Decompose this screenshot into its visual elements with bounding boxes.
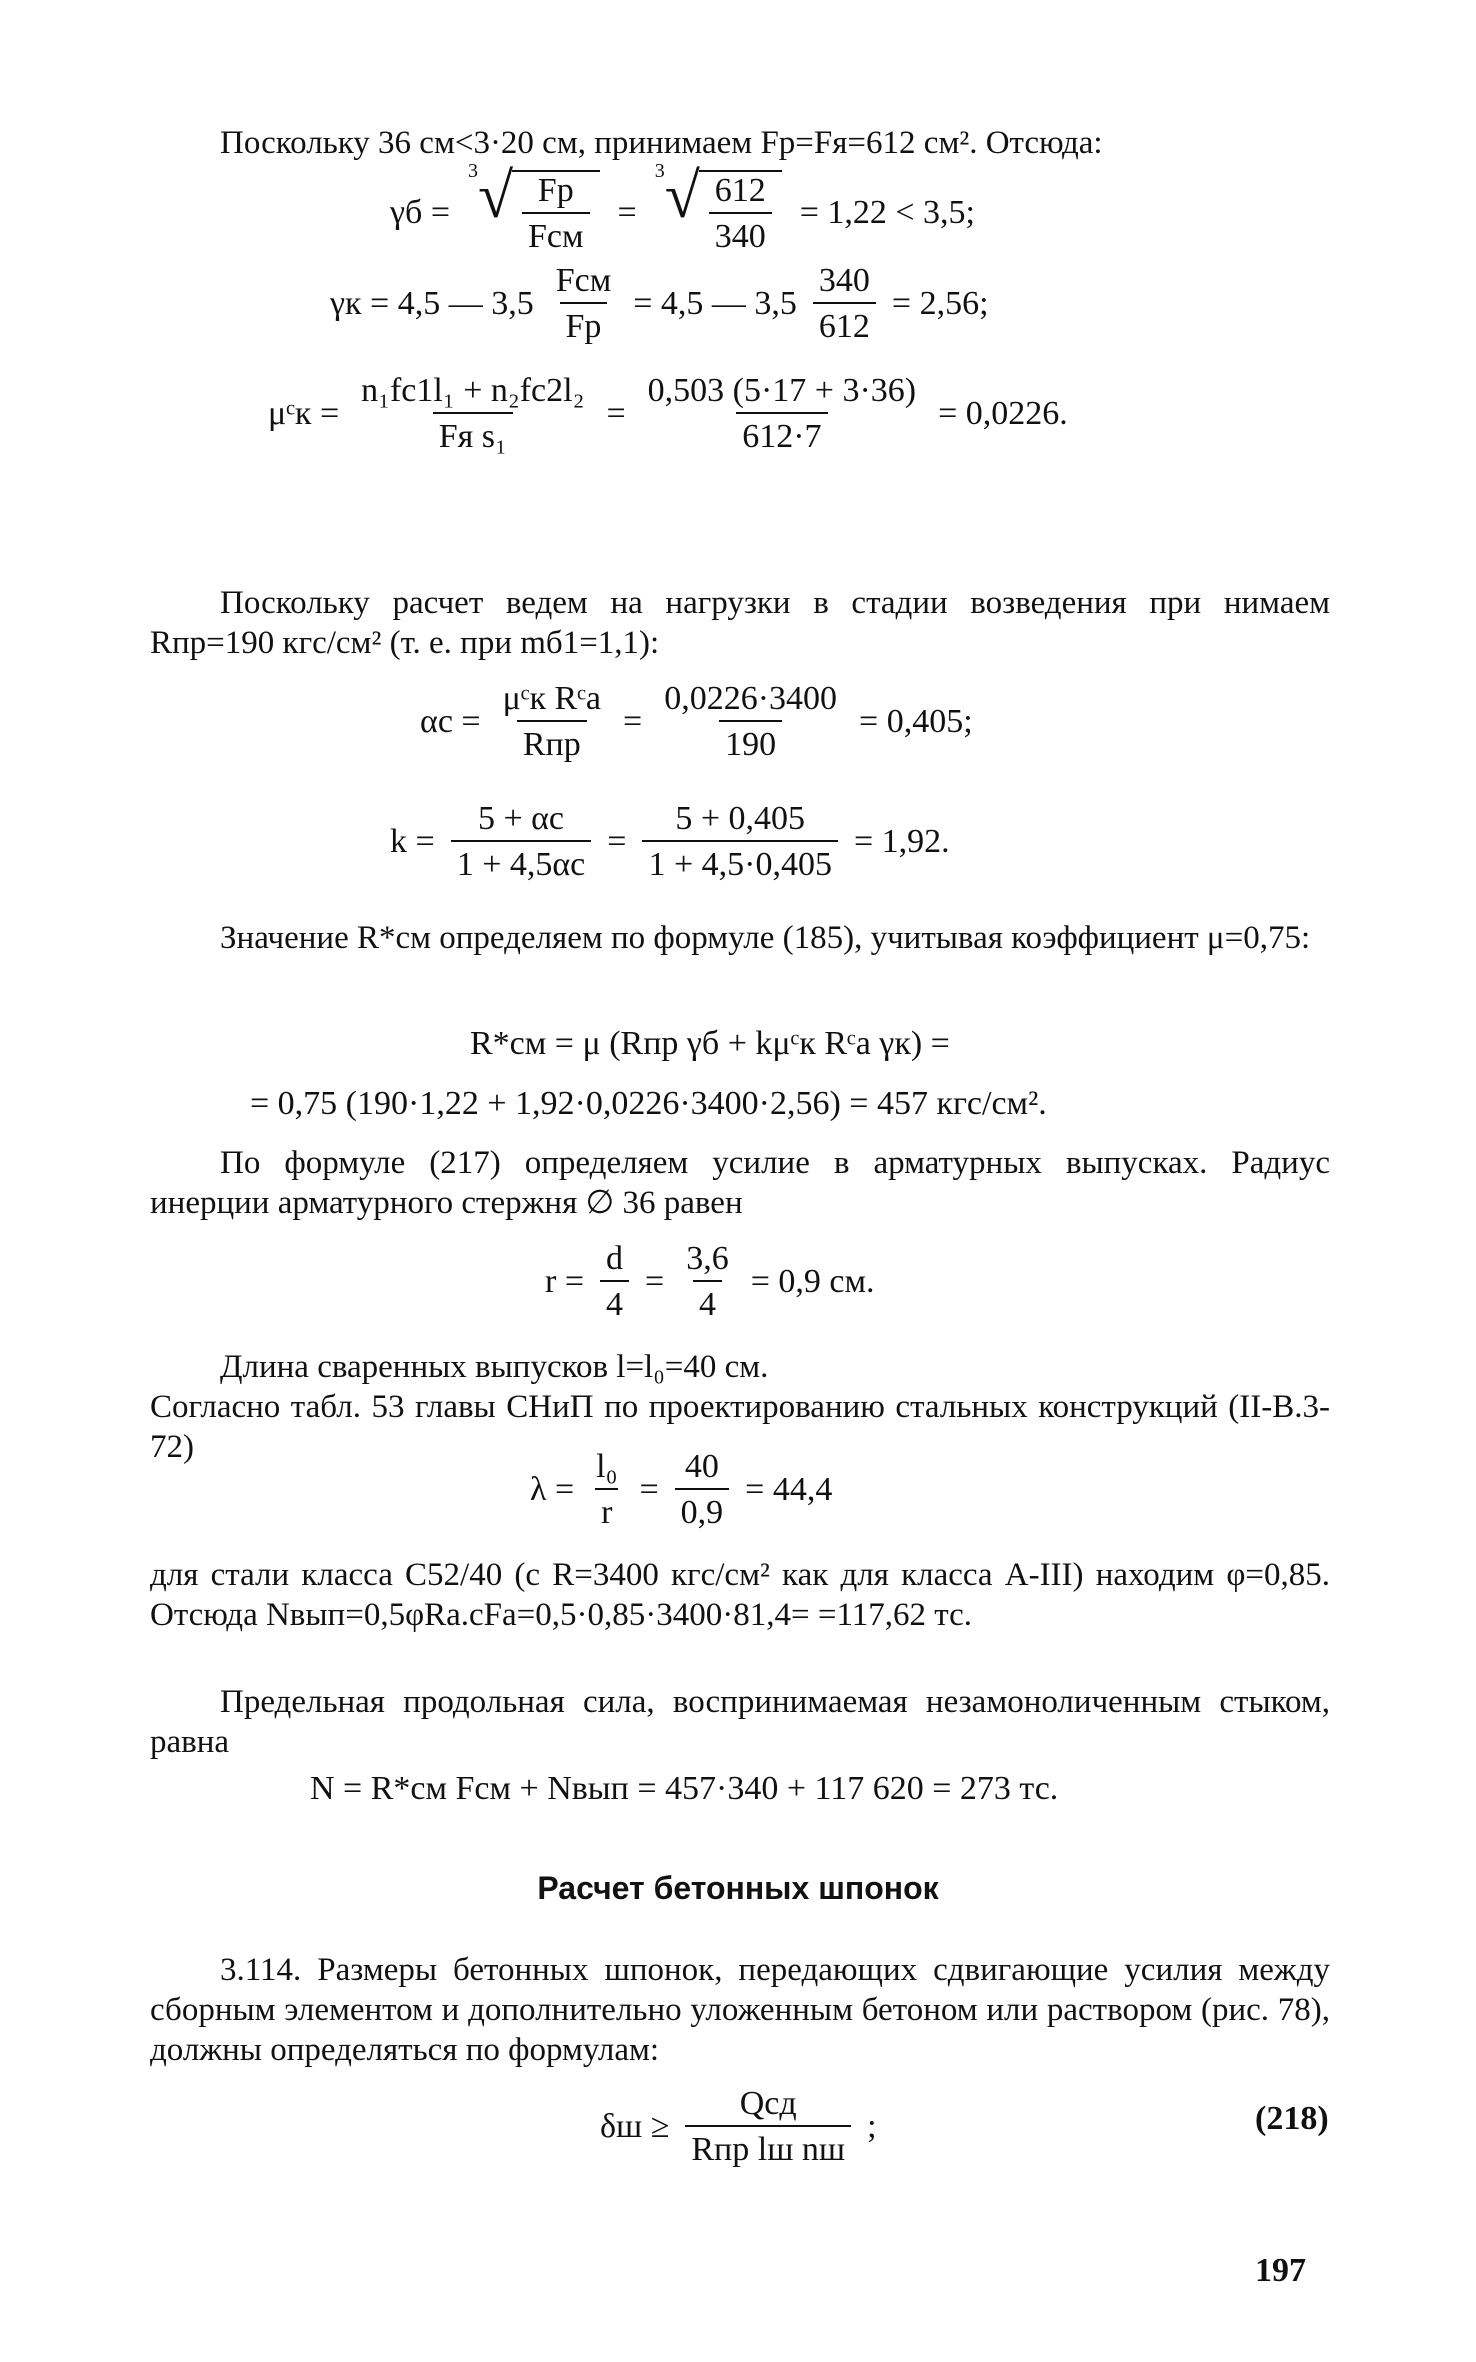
formula-lhs: k = [390, 823, 435, 860]
formula-result: = 0,9 см. [750, 1263, 875, 1300]
radical-sign: √ [478, 160, 514, 231]
cube-root [468, 160, 600, 256]
fraction [590, 1448, 623, 1532]
equals: = [639, 1471, 659, 1508]
formula-result: = 1,92. [853, 823, 950, 860]
denominator: 340 [709, 212, 772, 256]
paragraph-4: По формуле (217) определяем усилие в арматурных выпусках. Радиус инерции арматурного стержня ∅ 36 равен [150, 1145, 1330, 1221]
formula-delta [600, 2085, 877, 2169]
fraction [355, 372, 590, 456]
numerator: 40 [684, 1448, 719, 1485]
paragraph-2: Поскольку расчет ведем на нагрузки в стадии возведения при нимаем Rпр=190 кгс/см² (т. е. при mб1=1,1): [150, 585, 1330, 661]
formula-result: = 0,0226. [938, 395, 1068, 432]
formula-lhs: γб = [390, 194, 450, 231]
formula-result: = 1,22 < 3,5; [799, 194, 975, 231]
equals: = [607, 823, 627, 860]
denominator: Rпр [517, 720, 587, 764]
fraction [675, 1448, 730, 1532]
numerator: l₀ [596, 1448, 618, 1485]
denominator: 1 + 4,5·0,405 [642, 840, 838, 884]
formula-gamma-k [330, 262, 989, 346]
page-number: 197 [1255, 2252, 1306, 2289]
formula-r [545, 1240, 874, 1324]
denominator: r [595, 1488, 618, 1532]
denominator: 4 [600, 1280, 629, 1324]
formula-lhs: δш ≥ [600, 2108, 670, 2145]
fraction [642, 800, 838, 884]
fraction [550, 262, 618, 346]
fraction [813, 262, 876, 346]
fraction [685, 2085, 851, 2169]
numerator: μᶜк Rᶜa [502, 680, 602, 717]
formula-result: = 44,4 [745, 1471, 833, 1508]
paragraph-9: 3.114. Размеры бетонных шпонок, передающих сдвигающие усилия между сборным элементом и дополнительно уложенным бетоном или раствором (рис. 78), должны определяться по формулам: [150, 1952, 1330, 2068]
formula-lhs: r = [545, 1263, 584, 1300]
numerator: 3,6 [686, 1240, 729, 1277]
denominator: 612 [813, 302, 876, 346]
paragraph-3: Значение R*см определяем по формуле (185), учитывая коэффициент μ=0,75: [220, 920, 1311, 956]
formula-lhs: λ = [530, 1471, 575, 1508]
equals: = [645, 1263, 665, 1300]
paragraph-5: Длина сваренных выпусков l=l₀=40 см. [220, 1349, 769, 1385]
numerator: 340 [818, 262, 870, 299]
section-heading: Расчет бетонных шпонок [537, 1870, 939, 1906]
formula-result: = 2,56; [891, 285, 989, 322]
formula-middle: = 4,5 — 3,5 [633, 285, 797, 322]
denominator: 0,9 [675, 1488, 730, 1532]
formula-r-sm-1: R*см = μ (Rпр γб + kμᶜк Rᶜa γк) = [470, 1025, 950, 1062]
denominator: 612·7 [736, 412, 827, 456]
paragraph-7: для стали класса С52/40 (с R=3400 кгс/см² как для класса А-III) находим φ=0,85. Отсюда Nвып=0,5φRa.cFa=0,5·0,85·3400·81,4= =117,62 тс. [150, 1557, 1330, 1633]
fraction [451, 800, 592, 884]
numerator: 612 [714, 172, 766, 209]
numerator: Fр [537, 172, 574, 209]
cube-root [654, 160, 782, 256]
denominator: Rпр lш nш [685, 2125, 851, 2169]
fraction [680, 1240, 735, 1324]
formula-end: ; [867, 2108, 877, 2145]
formula-mu-k [268, 372, 1068, 456]
fraction [600, 1240, 629, 1324]
formula-lhs: μᶜк = [268, 395, 340, 432]
denominator: Fр [560, 302, 608, 346]
paragraph-6: Согласно табл. 53 главы СНиП по проектированию стальных конструкций (II-В.3-72) [150, 1389, 1330, 1465]
fraction [642, 372, 922, 456]
paragraph-1: Поскольку 36 см<3·20 см, принимаем Fр=Fя=612 см². Отсюда: [220, 125, 1103, 161]
equals: = [606, 395, 626, 432]
numerator: n₁fc1l₁ + n₂fc2l₂ [361, 372, 585, 409]
numerator: 5 + αc [477, 800, 565, 837]
denominator: 190 [719, 720, 782, 764]
numerator: 0,503 (5·17 + 3·36) [647, 372, 917, 409]
formula-alpha-c [420, 680, 973, 764]
numerator: Qсд [739, 2085, 797, 2122]
formula-lhs: αc = [420, 703, 481, 740]
formula-gamma-b [390, 160, 975, 256]
root-index: 3 [654, 160, 665, 182]
paragraph-8: Предельная продольная сила, воспринимаемая незамоноличенным стыком, равна [150, 1684, 1330, 1760]
numerator: 0,0226·3400 [664, 680, 838, 717]
root-index: 3 [468, 160, 478, 182]
denominator: 1 + 4,5αc [451, 840, 592, 884]
numerator: 5 + 0,405 [675, 800, 806, 837]
equation-number: (218) [1255, 2100, 1329, 2137]
formula-lambda [530, 1448, 832, 1532]
formula-result: = 0,405; [859, 703, 973, 740]
denominator: 4 [693, 1280, 722, 1324]
denominator: Fсм [522, 212, 590, 256]
formula-r-sm-2: = 0,75 (190·1,22 + 1,92·0,0226·3400·2,56) = 457 кгс/см². [250, 1085, 1047, 1122]
equals: = [623, 703, 643, 740]
fraction [658, 680, 843, 764]
formula-lhs: γк = 4,5 — 3,5 [330, 285, 534, 322]
numerator: Fсм [555, 262, 612, 299]
denominator: Fя s₁ [433, 412, 513, 456]
formula-k [390, 800, 950, 884]
radical-sign: √ [664, 160, 700, 231]
numerator: d [606, 1240, 623, 1277]
formula-n: N = R*см Fсм + Nвып = 457·340 + 117 620 = 273 тс. [310, 1770, 1059, 1807]
equals: = [617, 194, 637, 231]
fraction [497, 680, 607, 764]
